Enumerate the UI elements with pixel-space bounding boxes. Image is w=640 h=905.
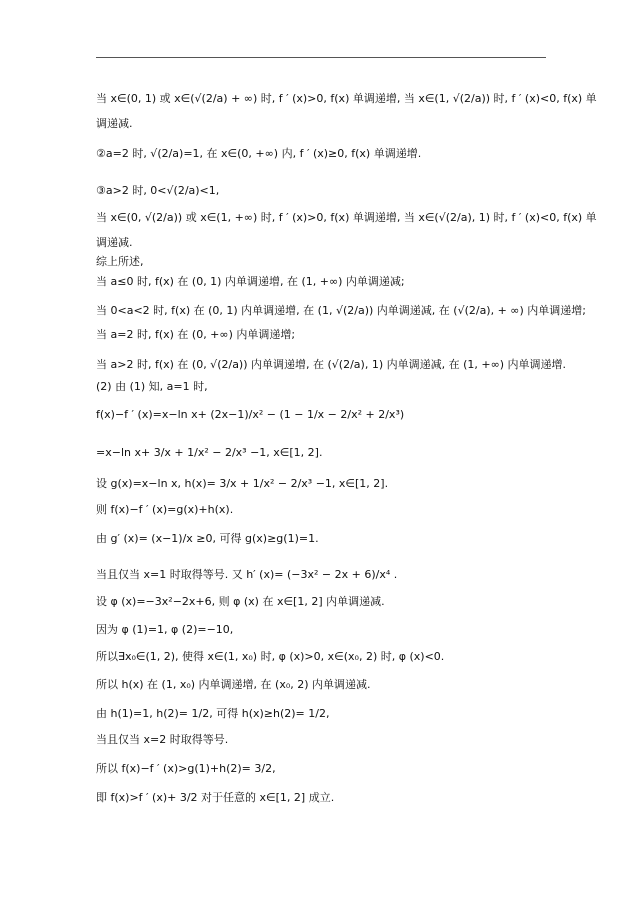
text-line: 综上所述, [96,255,144,268]
text-line: 当 a≤0 时, f(x) 在 (0, 1) 内单调递增, 在 (1, +∞) 内单调递减; [96,275,405,288]
text-line: 由 h(1)=1, h(2)= 1/2, 可得 h(x)≥h(2)= 1/2, [96,707,330,720]
text-line: 调递减. [96,236,133,249]
text-line: 当且仅当 x=1 时取得等号. 又 h′ (x)= (−3x² − 2x + 6)/x⁴ . [96,568,398,581]
text-line: ②a=2 时, √(2/a)=1, 在 x∈(0, +∞) 内, f ′ (x)≥0, f(x) 单调递增. [96,147,422,160]
text-line: 所以∃x₀∈(1, 2), 使得 x∈(1, x₀) 时, φ (x)>0, x∈(x₀, 2) 时, φ (x)<0. [96,650,445,663]
text-line: 当 a=2 时, f(x) 在 (0, +∞) 内单调递增; [96,328,296,341]
text-line: 当 0<a<2 时, f(x) 在 (0, 1) 内单调递增, 在 (1, √(2/a)) 内单调递减, 在 (√(2/a), + ∞) 内单调递增; [96,304,586,317]
text-line: f(x)−f ′ (x)=x−ln x+ (2x−1)/x² − (1 − 1/x − 2/x² + 2/x³) [96,408,405,421]
text-line: 即 f(x)>f ′ (x)+ 3/2 对于任意的 x∈[1, 2] 成立. [96,791,335,804]
text-line: 所以 f(x)−f ′ (x)>g(1)+h(2)= 3/2, [96,762,276,775]
text-line: 当 x∈(0, 1) 或 x∈(√(2/a) + ∞) 时, f ′ (x)>0, f(x) 单调递增, 当 x∈(1, √(2/a)) 时, f ′ (x)<0, f(x) 单 [96,92,597,105]
text-line: 所以 h(x) 在 (1, x₀) 内单调递增, 在 (x₀, 2) 内单调递减. [96,678,371,691]
text-line: 因为 φ (1)=1, φ (2)=−10, [96,623,234,636]
text-line: 则 f(x)−f ′ (x)=g(x)+h(x). [96,503,234,516]
header-rule [96,57,546,58]
text-line: ③a>2 时, 0<√(2/a)<1, [96,184,220,197]
text-line: 由 g′ (x)= (x−1)/x ≥0, 可得 g(x)≥g(1)=1. [96,532,319,545]
text-line: 当 x∈(0, √(2/a)) 或 x∈(1, +∞) 时, f ′ (x)>0, f(x) 单调递增, 当 x∈(√(2/a), 1) 时, f ′ (x)<0, f(x) 单 [96,211,597,224]
text-line: (2) 由 (1) 知, a=1 时, [96,380,208,393]
text-line: =x−ln x+ 3/x + 1/x² − 2/x³ −1, x∈[1, 2]. [96,446,323,459]
text-line: 设 g(x)=x−ln x, h(x)= 3/x + 1/x² − 2/x³ −1, x∈[1, 2]. [96,477,389,490]
text-line: 当且仅当 x=2 时取得等号. [96,733,229,746]
text-line: 当 a>2 时, f(x) 在 (0, √(2/a)) 内单调递增, 在 (√(2/a), 1) 内单调递减, 在 (1, +∞) 内单调递增. [96,358,567,371]
text-line: 调递减. [96,117,133,130]
text-line: 设 φ (x)=−3x²−2x+6, 则 φ (x) 在 x∈[1, 2] 内单调递减. [96,595,385,608]
